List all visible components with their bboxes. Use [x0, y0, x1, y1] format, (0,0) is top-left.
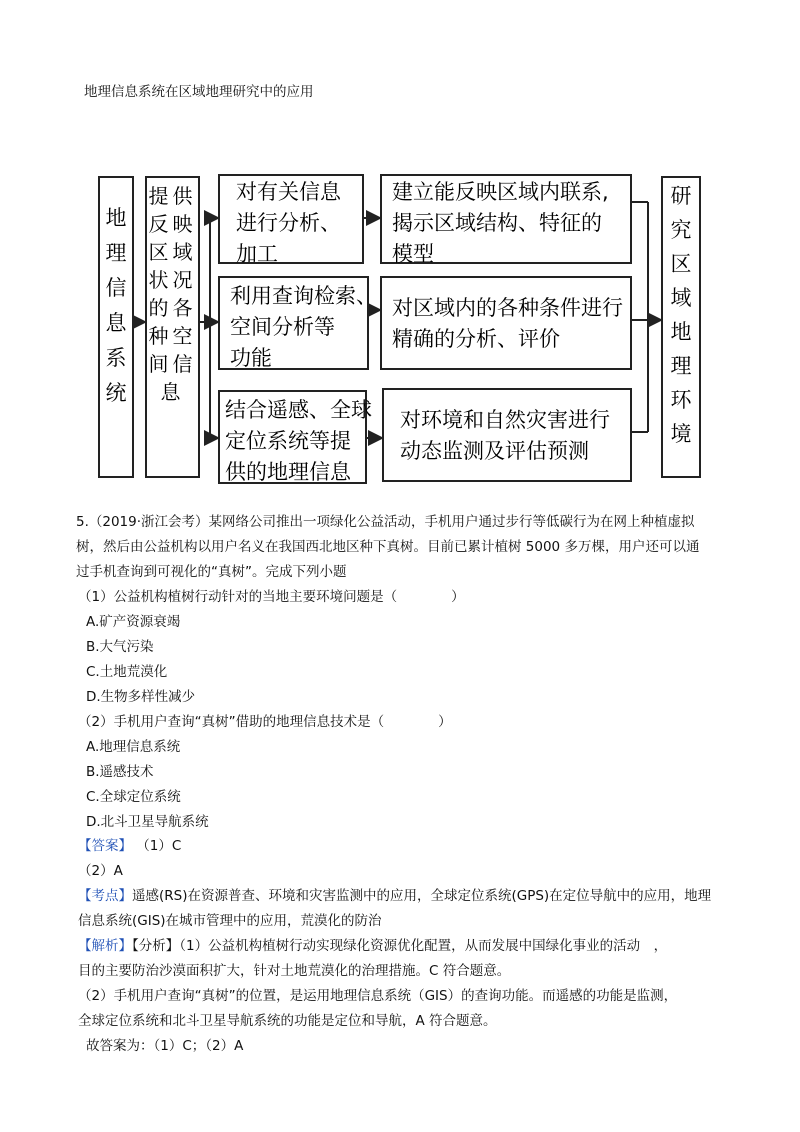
evaluation-box	[380, 276, 632, 370]
provide-line: 间信	[148, 352, 197, 376]
regional-geography-label	[663, 186, 699, 445]
box-text-line: 动态监测及评估预测	[400, 439, 589, 463]
provide-line: 区域	[148, 240, 197, 264]
q1-option-a: A.矿产资源衰竭	[86, 614, 181, 630]
provide-line: 提供	[148, 184, 197, 208]
kaodian-text-2: 信息系统(GIS)在城市管理中的应用，荒漠化的防治	[78, 913, 382, 929]
kaodian-line-1	[78, 884, 711, 904]
query-label	[230, 281, 377, 374]
box-text-line: 空间分析等	[230, 315, 335, 339]
q1-option-d: D.生物多样性减少	[86, 689, 196, 705]
q1-option-c: C.土地荒漠化	[86, 664, 168, 680]
q2-option-c: C.全球定位系统	[86, 789, 181, 805]
box-text-line: 定位系统等提	[225, 429, 351, 453]
gis-box-label	[100, 208, 132, 404]
jiexi-text-2: 目的主要防治沙漠面积扩大，针对土地荒漠化的治理措施。C 符合题意。	[78, 963, 511, 979]
spatial-info-box	[145, 176, 200, 478]
jiexi-text-1: 【分析】（1）公益机构植树行动实现绿化资源优化配置，从而发展中国绿化事业的活动 ，	[132, 938, 668, 954]
monitoring-label	[400, 405, 610, 467]
q2-option-a: A.地理信息系统	[86, 739, 181, 755]
diagram-char: 理	[670, 354, 692, 378]
diagram-char: 理	[105, 241, 127, 265]
box-text-line: 结合遥感、全球	[225, 398, 372, 422]
diagram-char: 区	[670, 252, 692, 276]
evaluation-label	[392, 293, 623, 355]
box-text-line: 对区域内的各种条件进行	[392, 296, 623, 320]
jiexi-final-answer: 故答案为：（1）C；（2）A	[86, 1038, 244, 1054]
provide-line: 的各	[148, 296, 197, 320]
answer-tag: 【答案】	[78, 838, 132, 854]
box-text-line: 精确的分析、评价	[392, 327, 560, 351]
diagram-char: 研	[670, 184, 692, 208]
model-box	[380, 174, 632, 264]
analysis-box	[218, 174, 364, 264]
rs-gps-box	[218, 390, 372, 484]
box-text-line: 揭示区域结构、特征的	[392, 211, 602, 235]
analysis-label	[236, 177, 341, 270]
box-text-line: 进行分析、	[236, 211, 341, 235]
provide-line: 息	[160, 380, 185, 404]
q2-option-d: D.北斗卫星导航系统	[86, 814, 209, 830]
box-text-line: 对有关信息	[236, 180, 341, 204]
box-text-line: 模型	[392, 242, 434, 266]
monitoring-box	[382, 388, 632, 482]
jiexi-text-3: （2）手机用户查询“真树”的位置，是运用地理信息系统（GIS）的查询功能。而遥感的功能是监测，	[78, 988, 678, 1004]
provide-line: 状况	[148, 268, 197, 292]
diagram-char: 统	[105, 381, 127, 405]
q1-option-b: B.大气污染	[86, 639, 154, 655]
diagram-char: 信	[105, 276, 127, 300]
q2-option-b: B.遥感技术	[86, 764, 154, 780]
jiexi-tag: 【解析】	[78, 938, 132, 954]
query-box	[218, 276, 377, 370]
page-heading: 地理信息系统在区域地理研究中的应用	[84, 84, 314, 100]
diagram-char: 息	[105, 311, 127, 335]
diagram-char: 究	[670, 218, 692, 242]
diagram-char: 境	[670, 422, 692, 446]
answer-1: （1）C	[136, 838, 182, 854]
question-intro-3: 过手机查询到可视化的“真树”。完成下列小题	[76, 564, 347, 580]
regional-geography-box	[661, 176, 701, 478]
model-label	[392, 177, 609, 270]
box-text-line: 对环境和自然灾害进行	[400, 408, 610, 432]
jiexi-line-1	[78, 934, 667, 954]
diagram-char: 地	[670, 320, 692, 344]
rs-gps-label	[225, 395, 372, 488]
box-text-line: 供的地理信息	[225, 460, 351, 484]
kaodian-tag: 【考点】	[78, 888, 132, 904]
box-text-line: 功能	[230, 346, 272, 370]
spatial-info-label	[147, 186, 198, 402]
box-text-line: 利用查询检索、	[230, 284, 377, 308]
answer-2: （2）A	[78, 863, 123, 879]
kaodian-text-1: 遥感(RS)在资源普查、环境和灾害监测中的应用，全球定位系统(GPS)在定位导航中的应用，地理	[132, 888, 712, 904]
question-intro-1: 5.（2019·浙江会考）某网络公司推出一项绿化公益活动，手机用户通过步行等低碳行为在网上种植虚拟	[76, 514, 695, 530]
diagram-char: 环	[670, 388, 692, 412]
diagram-char: 系	[105, 346, 127, 370]
jiexi-text-4: 全球定位系统和北斗卫星导航系统的功能是定位和导航，A 符合题意。	[78, 1013, 497, 1029]
box-text-line: 建立能反映区域内联系,	[392, 180, 609, 204]
answer-line-1	[78, 834, 181, 854]
box-text-line: 加工	[236, 242, 278, 266]
gis-box	[98, 176, 134, 478]
q2-text: （2）手机用户查询“真树”借助的地理信息技术是（ ）	[78, 714, 452, 730]
diagram-char: 域	[670, 286, 692, 310]
provide-line: 种空	[148, 324, 197, 348]
question-intro-2: 树，然后由公益机构以用户名义在我国西北地区种下真树。目前已累计植树 5000 多万棵，用户还可以通	[76, 539, 700, 555]
diagram-char: 地	[105, 206, 127, 230]
provide-line: 反映	[148, 212, 197, 236]
q1-text: （1）公益机构植树行动针对的当地主要环境问题是（ ）	[78, 589, 465, 605]
